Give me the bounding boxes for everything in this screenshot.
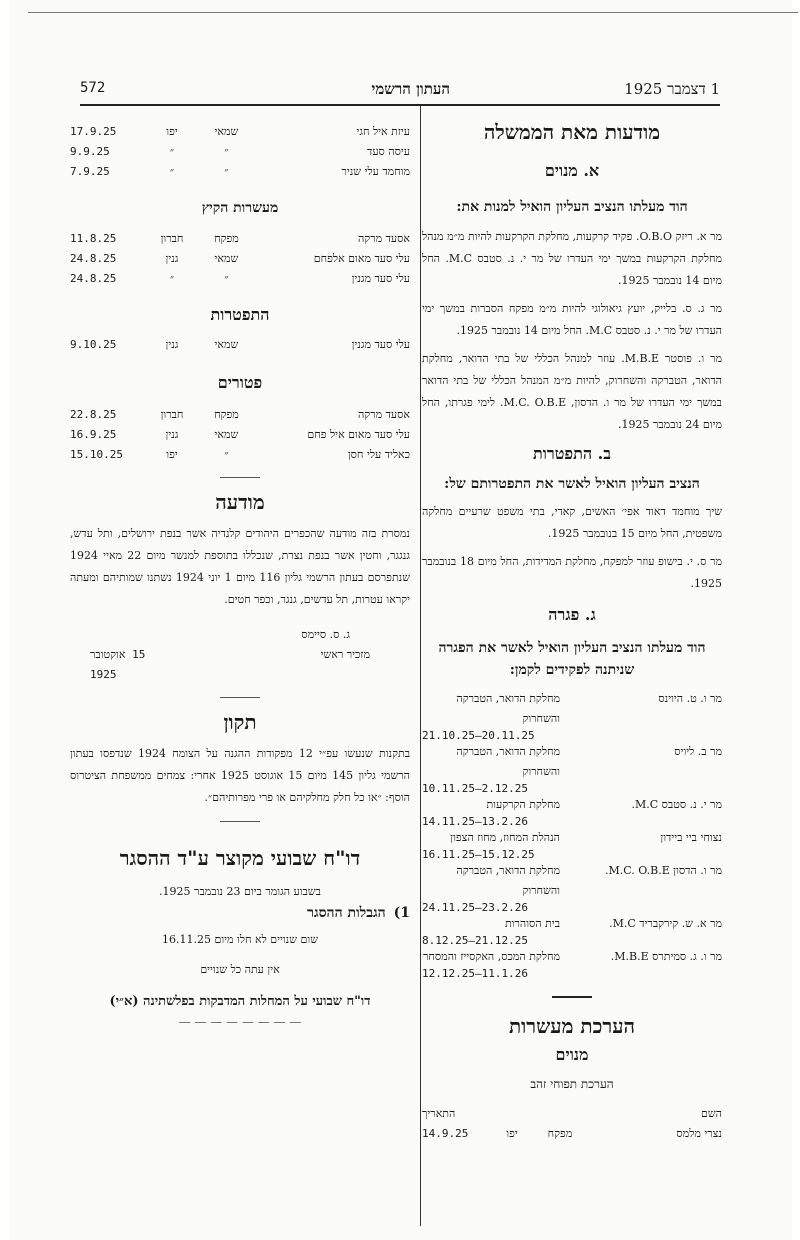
row-name: עיזת איל חגי [356, 125, 410, 138]
divider [220, 821, 260, 822]
row-place: ״ [169, 145, 175, 158]
tithes-heading: הערכת מעשרות [508, 1014, 636, 1038]
row-place: גנין [165, 252, 179, 265]
leave-item [422, 828, 722, 861]
row-place: גנין [165, 338, 179, 351]
header-date: 1 דצמבר 1925 [624, 80, 720, 98]
row-place: ״ [169, 272, 175, 285]
row-date: 11.8.25 [70, 232, 117, 245]
row-role: שמאי [214, 428, 239, 441]
row-name: עיסה סעד [367, 145, 410, 158]
divider [220, 697, 260, 698]
leave-name: נצוחי ביי ביידון [660, 831, 722, 844]
row-name: עלי סעד מגנין [351, 338, 410, 351]
signer-name: ג. ס. סיימס [301, 628, 350, 641]
row-name: אסעד מרקה [357, 232, 410, 245]
row-role: שמאי [214, 125, 239, 138]
col-name-header: השם [701, 1107, 722, 1120]
correction-text: בתקנות שנעשו עפ״י 12 מפקודות ההגנה על הצומח 1924 שנדפסו בעתון הרשמי גליון 145 מיום 15 אוגוסט 1925 אחרי: צמחים ממשפחת הציטרוס הוסף: ״או כל חלק מחלקיהם או פרי מפרותיהם״. [70, 747, 411, 804]
leave-dates: 20.11.25—21.10.25 [422, 729, 535, 742]
row-role: ״ [224, 145, 229, 158]
table-row [70, 405, 410, 425]
row-role: ״ [224, 165, 229, 178]
report-week: בשבוע הגומר ביום 23 נובמבר 1925. [159, 885, 321, 898]
appointment-item: מר א. ריזק O.B.O. פקיד קרקעות, מחלקת הקרקעות להיות מ״מ מנהל מחלקת הקרקעות במשך ימי העדרו של מר י. נ. סטבס M.C. החל מיום 14 נובמבר 1925. [422, 230, 722, 287]
retirements-intro: הנציב העליון הואיל לאשר את התפטרותם של: [444, 476, 700, 492]
row-place: יפו [506, 1127, 518, 1140]
leave-dates: 23.2.26—24.11.25 [422, 901, 528, 914]
report-heading: דו"ח שבועי מקוצר ע"ד ההסגר [119, 846, 361, 870]
row-date: 16.9.25 [70, 428, 117, 441]
leave-name: מר ו. ט. היוינס [658, 692, 722, 705]
row-role: ״ [224, 448, 229, 461]
divider [220, 477, 260, 478]
section-title: מודעות מאת הממשלה [483, 120, 661, 144]
leave-dept: מחלקת הדואר, הטברקה והשחרוק [456, 692, 560, 725]
header-title: העתון הרשמי [371, 80, 450, 98]
table-row [70, 229, 410, 249]
leave-item [422, 861, 722, 914]
leave-name: מר א. ש. קירקבריד M.C. [609, 917, 722, 930]
row-name: עלי סעד מגנין [351, 272, 410, 285]
row-date: 7.9.25 [70, 165, 110, 178]
row-name: מוחמד עלי שניר [341, 165, 410, 178]
report-item-number: 1) [393, 905, 410, 921]
resign-heading: התפטרות [210, 305, 270, 324]
leave-dept: הנהלת המחוז, מחוז הצפון [450, 831, 560, 844]
leave-dept: מחלקת הקרקעות [486, 798, 560, 811]
row-date: 22.8.25 [70, 408, 117, 421]
row-place: גנין [165, 428, 179, 441]
left-column [70, 106, 410, 1029]
table-row [70, 425, 410, 445]
page-header [80, 74, 720, 106]
leave-item [422, 689, 722, 742]
leave-item [422, 795, 722, 828]
report-subheading: דו"ח שבועי על המחלות המדבקות בפלשתינה (א״י) [109, 994, 371, 1009]
row-place: חברון [160, 232, 184, 245]
summer-heading: מעשרות הקיץ [201, 200, 279, 216]
section-divider [552, 996, 592, 998]
row-role: ״ [224, 272, 229, 285]
leave-list [422, 689, 722, 980]
dismiss-heading: פטורים [217, 373, 263, 392]
table-row [70, 249, 410, 269]
leave-name: מר י. נ. סטבס M.C. [631, 798, 722, 811]
row-name: אסעד מרקה [357, 408, 410, 421]
row-place: יפו [166, 448, 178, 461]
row-name: עלי סעד מאום איל פחם [307, 428, 410, 441]
row-name: נצרי מלמס [676, 1127, 722, 1140]
leave-item [422, 742, 722, 795]
leave-heading: ג. פגרה [548, 605, 596, 624]
leave-dates: 21.12.25—8.12.25 [422, 934, 528, 947]
top-rule [28, 12, 798, 13]
report-item-heading: הגבלות ההסגר [307, 905, 386, 921]
row-date: 24.8.25 [70, 272, 117, 285]
table-row [70, 162, 410, 182]
row-date: 17.9.25 [70, 125, 117, 138]
appointment-item: מר ו. פוסטר M.B.E. עוזר למנהל הכללי של בתי הדואר, מחלקת הדואר, הטברקה והשחרוק, להיות מ״מ המנהל הכללי של בתי הדואר במשך ימי העדרו של מר ו. הדסון, M.C. O.B.E. לימי פגרתו, החל מיום 24 נובמבר 1925. [422, 352, 723, 431]
notice-heading: מודעה [215, 490, 265, 514]
newspaper-page [10, 0, 792, 1240]
table-row [70, 122, 410, 142]
leave-dates: 15.12.25—16.11.25 [422, 848, 535, 861]
row-place: חברון [160, 408, 184, 421]
leave-dates: 2.12.25—10.11.25 [422, 782, 528, 795]
row-date: 15.10.25 [70, 448, 123, 461]
notice-text: נמסרת בזה מודעה שהכפרים היהודים קלנדיה אשר בנפת ירושלים, ותל עדש, גנגגר, וחטין אשר בנפת נצרת, שנכללו בתוספת למנשר מיום 22 מאיי 1924 שנתפרסם בעתון הרשמי גליון 116 מיום 1 יוני 1924 נשתנו שמותיהם ומעתה יקראו עטרות, תל עדשים, גנגר, וכפר חטים. [70, 527, 411, 606]
table-row [70, 142, 410, 162]
leave-dept: מחלקת הדואר, הטברקה והשחרוק [456, 745, 560, 778]
correction-heading: תקון [223, 710, 257, 734]
leave-dept: בית הסוהרות [504, 917, 560, 930]
report-line1: שום שנויים לא חלו מיום 16.11.25 [161, 933, 319, 946]
row-place: ״ [169, 165, 175, 178]
leave-name: מר ב. ליויס [674, 745, 722, 758]
tithes-sub: מנוים [555, 1045, 589, 1064]
dash-row: — — — — — — — — [178, 1015, 302, 1029]
row-date: 9.9.25 [70, 145, 110, 158]
tithes-row [422, 1124, 722, 1144]
leave-dept: מחלקת המכס, האקסייז והמסחר [423, 950, 560, 963]
row-name: כאליד עלי חסן [347, 448, 410, 461]
row-date: 14.9.25 [422, 1127, 469, 1140]
row-date: 9.10.25 [70, 338, 117, 351]
row-date: 24.8.25 [70, 252, 117, 265]
retirement-item: שיך מוחמד דאוד אפי׳ האשים, קאדי, בתי משפט שרעיים מחלקה משפטית, החל מיום 15 בנובמבר 1925. [422, 505, 722, 540]
notice-date: 15 אוקטובר 1925 [90, 648, 146, 681]
row-role: שמאי [214, 252, 239, 265]
row-role: מפקח [214, 232, 239, 245]
tithes-subsub: הערכת תפוחי זהב [530, 1077, 614, 1091]
table-row [70, 335, 410, 355]
leave-intro: הוד מעלתו הנציב העליון הואיל לאשר את הפגרה שניתנה לפקידים לקמן: [438, 640, 706, 678]
report-line2: אין עתה כל שנויים [200, 963, 280, 976]
row-name: עלי סעד מאום אלפחם [313, 252, 410, 265]
leave-item [422, 914, 722, 947]
appointment-item: מר ג. ס. בלייק, יועץ גיאולוגי להיות מ״מ מפקח הסברות במשך ימי העדרו של מר י. נ. סטבס M.C. החל מיום 14 נובמבר 1925. [422, 302, 722, 337]
row-place: יפו [166, 125, 178, 138]
right-column [422, 106, 722, 1144]
retirement-item: מר ס. י. בישופ עוזר למפקח, מחלקת המדידות, החל מיום 18 בנובמבר 1925. [422, 555, 723, 590]
leave-name: מר ו. הדסון M.C. O.B.E. [605, 864, 722, 877]
signer-title: מזכיר ראשי [320, 648, 370, 661]
row-role: מפקח [214, 408, 239, 421]
table-row [70, 269, 410, 289]
table-row [70, 445, 410, 465]
column-divider [420, 106, 421, 1226]
leave-dept: מחלקת הדואר, הטברקה והשחרוק [456, 864, 560, 897]
page-number: 572 [80, 80, 106, 96]
appointments-heading: א. מנוים [544, 161, 600, 180]
row-role: מפקח [547, 1127, 573, 1140]
leave-item [422, 947, 722, 980]
leave-dates: 11.1.26—12.12.25 [422, 967, 528, 980]
row-role: שמאי [214, 338, 239, 351]
retirements-heading: ב. התפטרות [533, 444, 611, 463]
leave-dates: 13.2.26—14.11.25 [422, 815, 528, 828]
col-date-header: התאריך [422, 1107, 456, 1120]
appointments-intro: הוד מעלתו הנציב העליון הואיל למנות את: [456, 199, 688, 215]
leave-name: מר ו. ג. סמיתרס M.B.E. [610, 950, 722, 963]
